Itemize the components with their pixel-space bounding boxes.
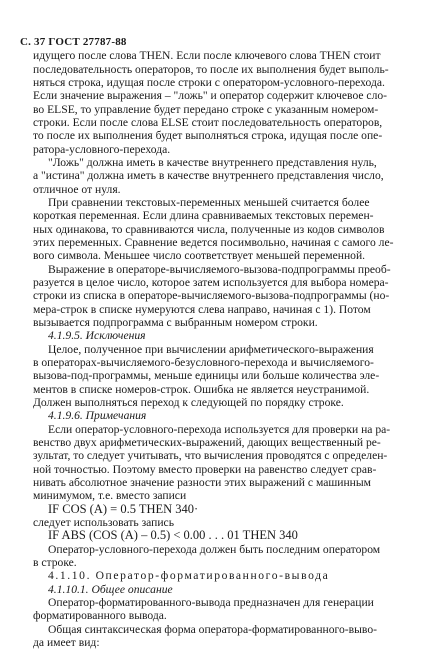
text-line: зультат, то следует учитывать, что вычисления проводятся с определен- — [33, 449, 388, 463]
text-line: вого символа. Меньшее число соответствует меньшей переменной. — [33, 249, 366, 263]
text-line: следует использовать запись — [33, 516, 174, 529]
text-line: Выражение в операторе-вычисляемого-вызова-подпрограммы преоб- — [48, 262, 391, 276]
text-line: Целое, полученное при вычислении арифметического-выражения — [48, 342, 374, 356]
text-line: Оператор-форматированного-вывода предназначен для генерации — [48, 596, 374, 609]
text-line: короткая переменная. Если длина сравниваемых текстовых перемен- — [33, 209, 374, 223]
text-line: отличное от нуля. — [33, 182, 121, 196]
formula-line: IF COS (A) = 0.5 THEN 340· — [48, 501, 199, 516]
text-line: строки. Если после слова ELSE стоит последовательность операторов, — [33, 116, 383, 129]
text-line: венство двух арифметических-выражений, дающих вещественный ре- — [33, 436, 381, 449]
text-line: Оператор-условного-перехода должен быть последним оператором — [48, 542, 381, 556]
text-line: няться строка, идущая после строки с оператором-условного-перехода. — [33, 76, 385, 89]
page-header: С. 37 ГОСТ 27787-88 — [20, 36, 127, 48]
section-heading: 4.1.10.1. Общее описание — [48, 582, 173, 596]
text-line: ментов в списке номеров-строк. Ошибка не является неустранимой. — [33, 382, 370, 396]
text-line: При сравнении текстовых-переменных меньшей считается более — [48, 196, 370, 209]
section-heading: 4.1.10. Оператор-форматированного-вывода — [48, 569, 330, 583]
text-line: в операторах-вычисляемого-безусловного-перехода и вычисляемого- — [33, 356, 374, 369]
text-line: вызывается подпрограмма с выбранным номером строки. — [33, 316, 318, 329]
text-line: "Ложь" должна иметь в качестве внутреннего представления нуль, — [48, 156, 377, 169]
text-line: ратора-условного-перехода. — [33, 142, 171, 156]
text-line: во ELSE, то управление будет передано строке с указанным номером- — [33, 102, 379, 116]
text-line: Должен выполняться переход к следующей по порядку строке. — [33, 396, 344, 409]
text-line: последовательность операторов, то после их выполнения будет выполь- — [33, 62, 389, 76]
text-line: разуется в целое число, которое затем используется для выбора номера- — [33, 276, 389, 289]
text-line: ных одинакова, то сравниваются числа, полученные из кодов символов — [33, 222, 385, 236]
section-heading: 4.1.9.6. Примечания — [48, 409, 147, 423]
text-line: нивать абсолютное значение разности этих выражений с машинным — [33, 476, 372, 489]
text-line: ной точностью. Поэтому вместо проверки на равенство следует срав- — [33, 462, 377, 476]
text-line: этих переменных. Сравнение ведется посимвольно, начиная с самого ле- — [33, 236, 394, 249]
text-line: Если оператор-условного-перехода используется для проверки на ра- — [48, 422, 391, 436]
formula-line: IF ABS (COS (A) – 0.5) < 0.00 . . . 01 THEN 340 — [48, 528, 298, 543]
text-line: идущего после слова THEN. Если после ключевого слова THEN стоит — [33, 49, 381, 63]
text-line: строки из списка в операторе-вычисляемого-вызова-подпрограммы (но- — [33, 289, 390, 303]
section-heading: 4.1.9.5. Исключения — [48, 329, 146, 343]
text-line: Общая синтаксическая форма оператора-форматированного-выво- — [48, 622, 377, 636]
text-line: вызова-под-программы, меньше единицы или больше количества эле- — [33, 369, 380, 383]
text-line: мера-строк в списке нумеруются слева направо, начиная с 1). Потом — [33, 302, 371, 316]
text-line: а "истина" должна иметь в качестве внутреннего представления число, — [33, 169, 384, 183]
text-line: минимумом, т.е. вместо записи — [33, 489, 187, 503]
text-line: то после их выполнения будет выполняться строка, идущая после опе- — [33, 129, 383, 143]
text-line: форматированного вывода. — [33, 609, 167, 623]
text-line: да имеет вид: — [33, 636, 100, 649]
text-line: Если значение выражения – "ложь" и оператор содержит ключевое сло- — [33, 89, 388, 103]
text-line: в строке. — [33, 556, 77, 569]
